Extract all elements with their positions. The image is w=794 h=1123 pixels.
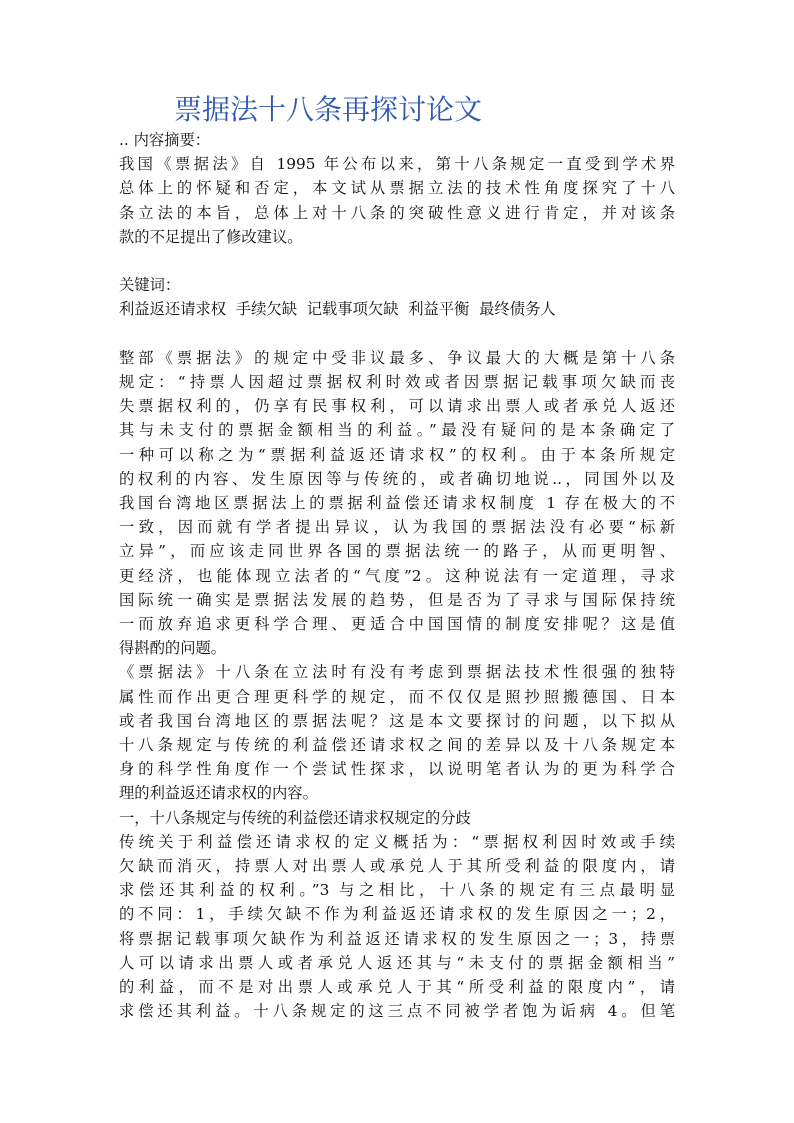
text-line: 一致，因而就有学者提出异议，认为我国的票据法没有必要“标新 bbox=[119, 518, 675, 537]
text-line: 一种可以称之为“票据利益返还请求权”的权利。由于本条所规定 bbox=[119, 445, 675, 464]
text-line: 属性而作出更合理更科学的规定，而不仅仅是照抄照搬德国、日本 bbox=[119, 687, 675, 706]
document-body bbox=[119, 92, 675, 1023]
text-line: 身的科学性角度作一个尝试性探求，以说明笔者认为的更为科学合 bbox=[119, 760, 675, 779]
text-line: 《票据法》十八条在立法时有没有考虑到票据法技术性很强的独特 bbox=[119, 663, 675, 682]
keywords-list: 利益返还请求权 手续欠缺 记载事项欠缺 利益平衡 最终债务人 bbox=[119, 300, 556, 319]
text-line: 更经济，也能体现立法者的“气度”2。这种说法有一定道理，寻求 bbox=[119, 566, 675, 585]
text-line: 总体上的怀疑和否定，本文试从票据立法的技术性角度探究了十八 bbox=[119, 179, 675, 198]
text-line: 规定：“持票人因超过票据权利时效或者因票据记载事项欠缺而丧 bbox=[119, 373, 675, 391]
document-title: 票据法十八条再探讨论文 bbox=[174, 93, 483, 126]
text-line: 十八条规定与传统的利益偿还请求权之间的差异以及十八条规定本 bbox=[119, 736, 675, 755]
body-paragraph-1 bbox=[119, 346, 675, 661]
text-line: 失票据权利的，仍享有民事权利，可以请求出票人或者承兑人返还 bbox=[119, 397, 675, 416]
text-line: 整部《票据法》的规定中受非议最多、争议最大的大概是第十八条 bbox=[119, 348, 675, 367]
text-line: 其与未支付的票据金额相当的利益。”最没有疑问的是本条确定了 bbox=[119, 421, 675, 440]
text-line: 欠缺而消灭，持票人对出票人或承兑人于其所受利益的限度内，请 bbox=[119, 857, 675, 876]
text-line: 的利益，而不是对出票人或承兑人于其“所受利益的限度内”，请 bbox=[119, 978, 675, 997]
text-line: 将票据记载事项欠缺作为利益返还请求权的发生原因之一；3，持票 bbox=[119, 929, 675, 948]
text-line: 求偿还其利益的权利。”3 与之相比，十八条的规定有三点最明显 bbox=[119, 881, 675, 900]
blank-line bbox=[119, 249, 675, 273]
abstract-paragraph bbox=[119, 152, 675, 249]
text-line: 条立法的本旨，总体上对十八条的突破性意义进行肯定，并对该条 bbox=[119, 203, 675, 222]
keywords-label: 关键词： bbox=[119, 276, 181, 295]
text-line: 一而放弃追求更科学合理、更适合中国国情的制度安排呢？这是值 bbox=[119, 615, 675, 634]
text-line: 人可以请求出票人或者承兑人返还其与“未支付的票据金额相当” bbox=[119, 953, 675, 972]
blank-line bbox=[119, 322, 675, 346]
body-paragraph-2 bbox=[119, 660, 675, 805]
text-line: 款的不足提出了修改建议。 bbox=[119, 227, 303, 246]
text-line: 传统关于利益偿还请求权的定义概括为：“票据权利因时效或手续 bbox=[119, 832, 675, 851]
text-line: 的权利的内容、发生原因等与传统的，或者确切地说..，同国外以及 bbox=[119, 469, 675, 488]
text-line: 我国台湾地区票据法上的票据利益偿还请求权制度 1 存在极大的不 bbox=[119, 494, 675, 513]
text-line: 我国《票据法》自 1995 年公布以来，第十八条规定一直受到学术界 bbox=[119, 155, 675, 174]
text-line: 国际统一确实是票据法发展的趋势，但是否为了寻求与国际保持统 bbox=[119, 590, 675, 609]
text-line: 立异”，而应该走同世界各国的票据法统一的路子，从而更明智、 bbox=[119, 542, 675, 561]
text-line: 理的利益返还请求权的内容。 bbox=[119, 784, 318, 803]
body-paragraph-3 bbox=[119, 830, 675, 1024]
section-heading: 一，十八条规定与传统的利益偿还请求权规定的分歧 bbox=[119, 808, 471, 827]
text-line: 的不同：1，手续欠缺不作为利益返还请求权的发生原因之一；2， bbox=[119, 905, 675, 924]
text-line: 得斟酌的问题。 bbox=[119, 639, 227, 658]
text-line: 求偿还其利益。十八条规定的这三点不同被学者饱为诟病 4。但笔 bbox=[119, 1002, 675, 1021]
text-line: 或者我国台湾地区的票据法呢？这是本文要探讨的问题，以下拟从 bbox=[119, 711, 675, 730]
abstract-label: .. 内容摘要： bbox=[119, 131, 211, 149]
